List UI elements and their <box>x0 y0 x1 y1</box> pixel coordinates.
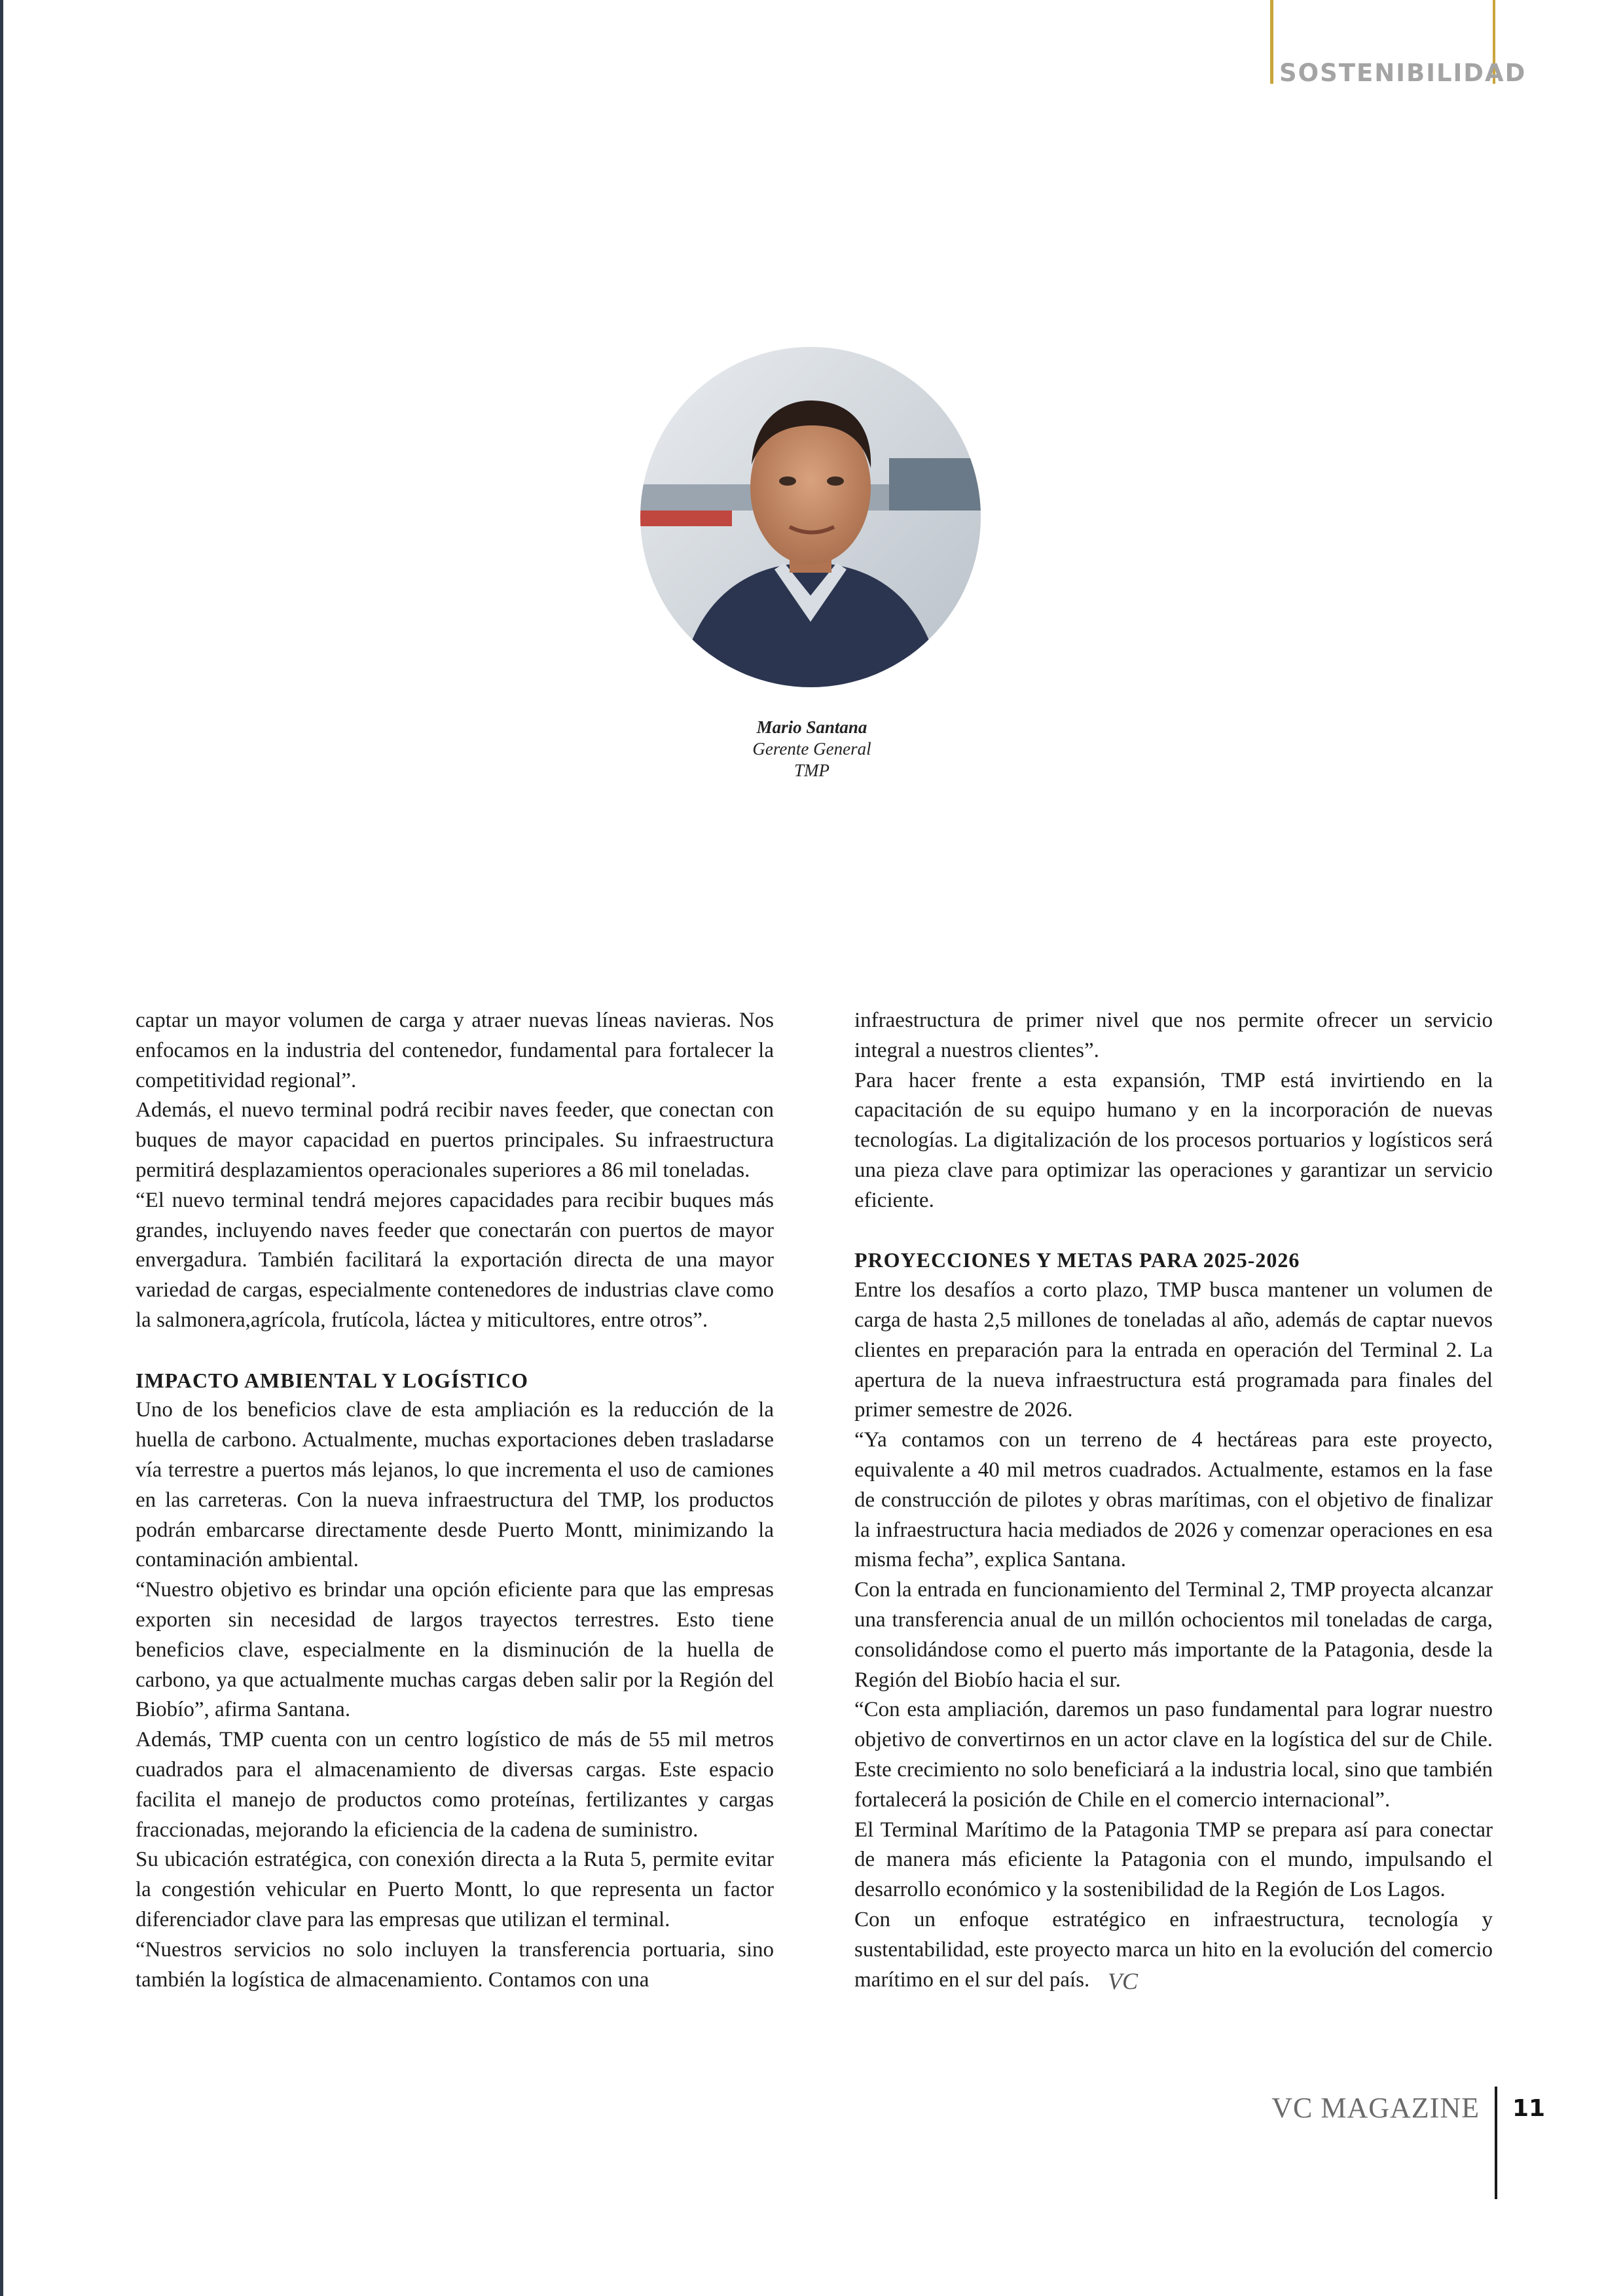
footer-rule <box>1495 2087 1497 2199</box>
magazine-brand: VC MAGAZINE <box>1271 2092 1480 2124</box>
paragraph: El Terminal Marítimo de la Patagonia TMP se prepara así para conectar de manera más eficiente la Patagonia con el mundo, impulsando el desarrollo económico y la sostenibilidad de la Región de Los Lagos. <box>854 1818 1493 1902</box>
paragraph: Además, TMP cuenta con un centro logístico de más de 55 mil metros cuadrados para el almacenamiento de diversas cargas. Este espacio facilita el manejo de productos como proteínas, fertilizantes y cargas fraccionadas, mejorando la eficiencia de la cadena de suministro. <box>136 1728 774 1842</box>
section-heading: PROYECCIONES Y METAS PARA 2025-2026 <box>854 1248 1300 1272</box>
paragraph: “Con esta ampliación, daremos un paso fundamental para lograr nuestro objetivo de convertirnos en un actor clave en la logística del sur de Chile. Este crecimiento no solo beneficiará a la industria local, sino que también fortalecerá la posición de Chile en el comercio internacional”. <box>854 1698 1493 1812</box>
right-column <box>854 1006 1493 1995</box>
page-edge-bar <box>0 0 3 2296</box>
paragraph: Además, el nuevo terminal podrá recibir naves feeder, que conectan con buques de mayor capacidad en puertos principales. Su infraestructura permitirá desplazamientos operacionales superiores a 86 mil toneladas. <box>136 1098 774 1182</box>
paragraph: Su ubicación estratégica, con conexión directa a la Ruta 5, permite evitar la congestión vehicular en Puerto Montt, lo que representa un factor diferenciador clave para las empresas que utilizan el terminal. <box>136 1848 774 1931</box>
paragraph: “Nuestros servicios no solo incluyen la transferencia portuaria, sino también la logística de almacenamiento. Contamos con una <box>136 1937 774 1992</box>
paragraph: “El nuevo terminal tendrá mejores capacidades para recibir buques más grandes, incluyendo naves feeder que conectarán con puertos de mayor envergadura. También facilitará la exportación directa de una mayor variedad de cargas, especialmente contenedores de industrias clave como la salmonera,agrícola, frutícola, láctea y miticultores, entre otros”. <box>136 1188 774 1332</box>
svg-text:VC: VC <box>1108 1967 1139 1994</box>
paragraph: Uno de los beneficios clave de esta ampliación es la reducción de la huella de carbono. Actualmente, muchas exportaciones deben trasladarse vía terrestre a puertos más lejanos, lo que incrementa el uso de camiones en las carreteras. Con la nueva infraestructura del TMP, los productos podrán embarcarse directamente desde Puerto Montt, minimizando la contaminación ambiental. <box>136 1398 774 1572</box>
section-label: SOSTENIBILIDAD <box>1279 59 1527 87</box>
paragraph: “Nuestro objetivo es brindar una opción eficiente para que las empresas exporten sin necesidad de largos trayectos terrestres. Esto tiene beneficios clave, especialmente en la disminución de la huella de carbono, ya que actualmente muchas cargas deben salir por la Región del Biobío”, afirma Santana. <box>136 1578 774 1722</box>
paragraph: captar un mayor volumen de carga y atraer nuevas líneas navieras. Nos enfocamos en la industria del contenedor, fundamental para fortalecer la competitividad regional”. <box>136 1009 774 1092</box>
paragraph: infraestructura de primer nivel que nos permite ofrecer un servicio integral a nuestros clientes”. <box>854 1009 1493 1062</box>
photo-caption <box>668 717 956 781</box>
paragraph: Para hacer frente a esta expansión, TMP está invirtiendo en la capacitación de su equipo humano y en la incorporación de nuevas tecnologías. La digitalización de los procesos portuarios y logísticos será una pieza clave para optimizar las operaciones y garantizar un servicio eficiente. <box>854 1068 1493 1212</box>
caption-role: Gerente General <box>752 739 871 759</box>
section-heading: IMPACTO AMBIENTAL Y LOGÍSTICO <box>136 1368 529 1392</box>
paragraph: Entre los desafíos a corto plazo, TMP busca mantener un volumen de carga de hasta 2,5 millones de toneladas al año, además de captar nuevos clientes en preparación para la entrada en operación del Terminal 2. La apertura de la nueva infraestructura está programada para finales del primer semestre de 2026. <box>854 1278 1493 1422</box>
vc-end-mark-icon <box>1096 1968 1150 1994</box>
caption-name: Mario Santana <box>756 717 867 737</box>
caption-company: TMP <box>794 761 830 780</box>
page-number: 11 <box>1512 2095 1546 2122</box>
left-column <box>136 1006 774 1995</box>
paragraph: “Ya contamos con un terreno de 4 hectáreas para este proyecto, equivalente a 40 mil metros cuadrados. Actualmente, estamos en la fase de construcción de pilotes y obras marítimas, con el objetivo de finalizar la infraestructura hacia mediados de 2026 y comenzar operaciones en esa misma fecha”, explica Santana. <box>854 1428 1493 1572</box>
paragraph-final <box>854 1905 1493 1995</box>
paragraph: Con la entrada en funcionamiento del Terminal 2, TMP proyecta alcanzar una transferencia anual de un millón ochocientos mil toneladas de carga, consolidándose como el puerto más importante de la Patagonia, desde la Región del Biobío hacia el sur. <box>854 1578 1493 1692</box>
paragraph-text: Con un enfoque estratégico en infraestructura, tecnología y sustentabilidad, este proyecto marca un hito en la evolución del comercio marítimo en el sur del país. <box>854 1907 1493 1992</box>
portrait-photo <box>640 347 981 687</box>
